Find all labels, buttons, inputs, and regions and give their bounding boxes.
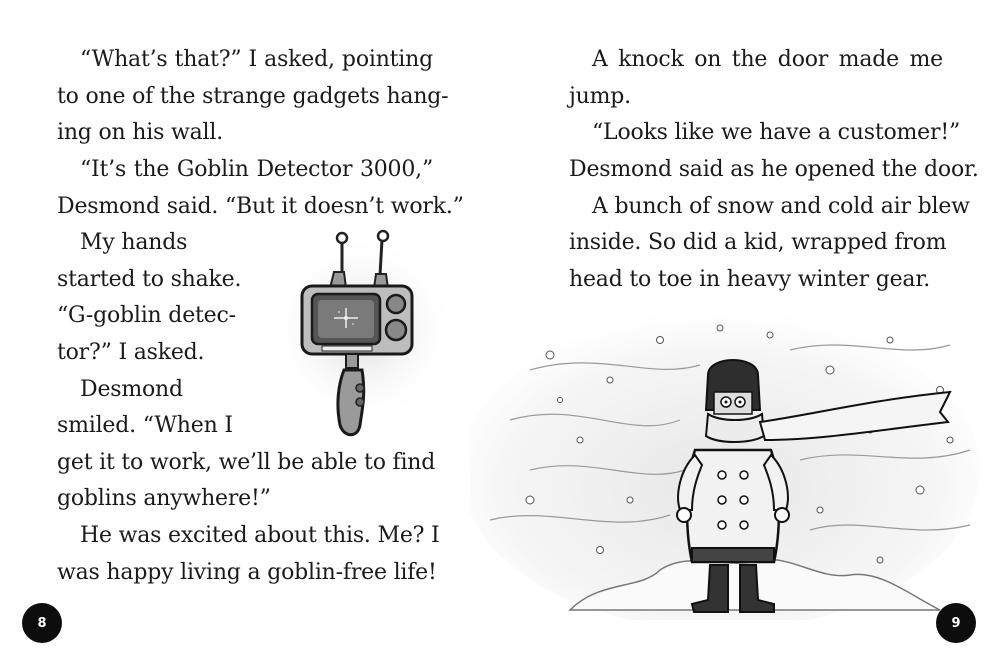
left-line-4: “It’s the Goblin Detector 3000,” [80, 157, 433, 182]
left-line-13: goblins anywhere!” [57, 486, 271, 511]
left-line-15: was happy living a goblin-free life! [57, 560, 437, 585]
left-line-8: “G-goblin detec- [57, 303, 236, 328]
left-line-6: My hands [80, 230, 188, 255]
left-line-12: get it to work, we’ll be able to find [57, 450, 436, 475]
right-line-2: jump. [569, 84, 631, 109]
left-page-number: 8 [22, 603, 62, 643]
left-line-9: tor?” I asked. [57, 340, 205, 365]
right-line-1: A knock on the door made me [592, 47, 943, 72]
left-line-7: started to shake. [57, 267, 242, 292]
left-line-5: Desmond said. “But it doesn’t work.” [57, 194, 464, 219]
right-line-6: inside. So did a kid, wrapped from [569, 230, 947, 255]
right-page-number: 9 [936, 603, 976, 643]
left-line-2: to one of the strange gadgets hang- [57, 84, 449, 109]
left-line-1: “What’s that?” I asked, pointing [80, 47, 433, 72]
left-line-3: ing on his wall. [57, 120, 223, 145]
left-line-11: smiled. “When I [57, 413, 233, 438]
left-line-10: Desmond [80, 377, 183, 402]
right-line-3: “Looks like we have a customer!” [592, 120, 961, 145]
left-line-14: He was excited about this. Me? I [80, 523, 440, 548]
right-line-5: A bunch of snow and cold air blew [592, 194, 970, 219]
right-line-4: Desmond said as he opened the door. [569, 157, 979, 182]
right-line-7: head to toe in heavy winter gear. [569, 267, 931, 292]
winter-kid-illustration [470, 310, 990, 620]
goblin-detector-illustration [262, 220, 462, 450]
